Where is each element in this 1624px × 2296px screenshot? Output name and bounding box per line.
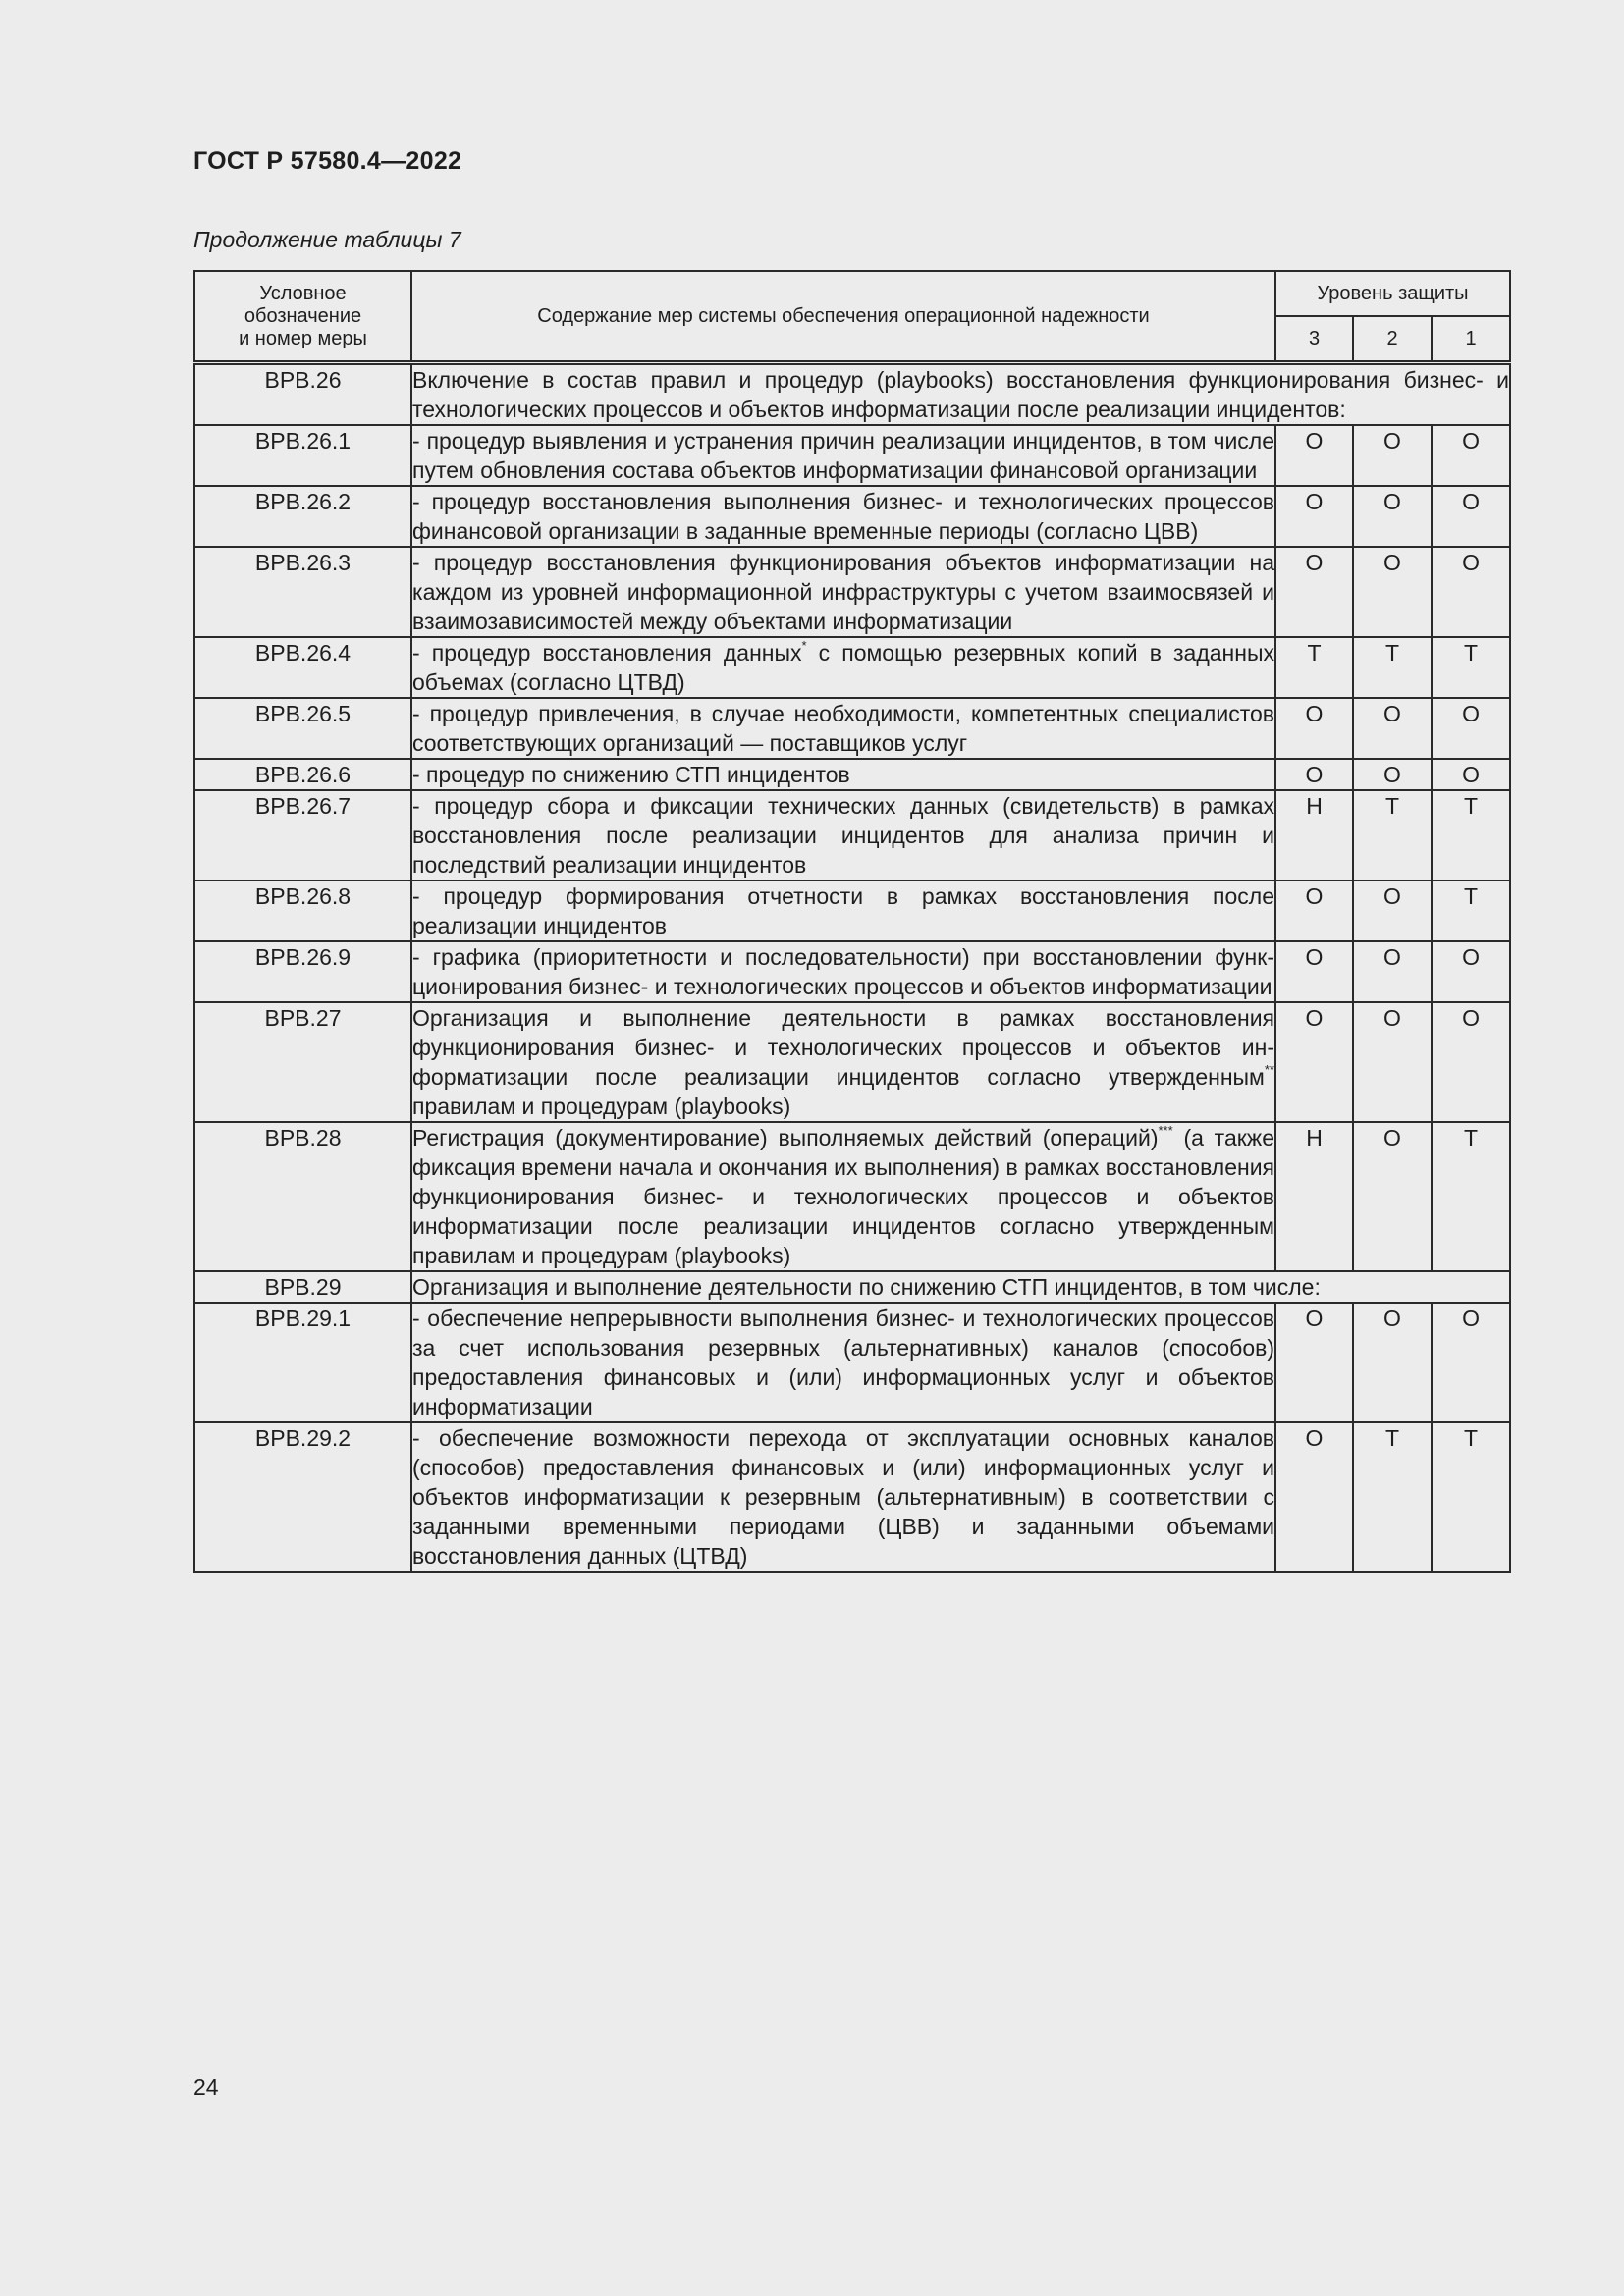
protection-level-1-value: О [1432,759,1510,790]
column-header-code [194,271,411,363]
measure-code: ВРВ.29 [194,1271,411,1303]
footnote-mark: *** [1158,1123,1173,1138]
measure-content: Включение в состав правил и процедур (playbooks) восстановления функционирования бизнес- и технологических процессов и объектов информатизации после реализации инцидентов: [411,363,1510,426]
protection-level-1-value: Т [1432,637,1510,698]
table-row [194,637,1510,698]
measure-content: - процедур выявления и устранения причин реализации инцидентов, в том числе путем обновления состава объектов информатизации финансовой организации [411,425,1275,486]
protection-level-2-value: О [1353,1122,1432,1271]
table-body [194,363,1510,1573]
measure-content: - обеспечение непрерывности выполнения бизнес- и технологических процессов за счет использования резервных (альтернативных) каналов (способов) предоставления финансовых и (или) информационных услуг и объектов информатизации [411,1303,1275,1422]
measure-content: - процедур привлечения, в случае необходимости, компетентных специалистов соответствующих организаций — поставщиков услуг [411,698,1275,759]
protection-level-2-value: О [1353,547,1432,637]
protection-level-2-value: Т [1353,1422,1432,1572]
measure-code: ВРВ.27 [194,1002,411,1122]
protection-level-3-value: Н [1275,1122,1353,1271]
measure-code: ВРВ.29.1 [194,1303,411,1422]
protection-level-3-value: О [1275,425,1353,486]
measure-code: ВРВ.26.6 [194,759,411,790]
measure-content: - обеспечение возможности перехода от эксплуатации основных каналов (способов) предоставления финансовых и (или) информационных услуг и объектов информатизации к резервным (альтернативным) в соответствии с заданными временными периодами (ЦВВ) и заданными объемами восстановления данных (ЦТВД) [411,1422,1275,1572]
protection-level-3-value: О [1275,486,1353,547]
protection-level-2-value: О [1353,759,1432,790]
protection-level-3-value: Н [1275,790,1353,881]
measure-text: Регистрация (документирование) выполняемых действий (операций) [412,1125,1159,1150]
measure-content [411,1002,1275,1122]
measure-code: ВРВ.26.3 [194,547,411,637]
protection-level-3-value: О [1275,1422,1353,1572]
protection-level-1-value: Т [1432,1122,1510,1271]
measure-content: - процедур по снижению СТП инцидентов [411,759,1275,790]
measure-code: ВРВ.26 [194,363,411,426]
protection-level-1-value: О [1432,1002,1510,1122]
table-row [194,759,1510,790]
footnote-mark: * [801,638,807,653]
table-row [194,1002,1510,1122]
measure-content [411,1122,1275,1271]
measure-text: (а также фиксация времени начала и окончания их выполнения) в рамках восстановления функционирования бизнес- и технологических процессов и объектов информатизации после реализации инцидентов согласно утвержденным правилам и процедурам (playbooks) [412,1125,1274,1268]
protection-level-1-value: О [1432,1303,1510,1422]
table-row [194,486,1510,547]
table-caption: Продолжение таблицы 7 [193,227,461,252]
protection-level-3-value: О [1275,881,1353,941]
measures-table [193,270,1511,1573]
protection-level-3-value: О [1275,1303,1353,1422]
column-header-level-3: 3 [1275,316,1353,363]
table-row [194,1271,1510,1303]
measure-code: ВРВ.29.2 [194,1422,411,1572]
protection-level-3-value: О [1275,1002,1353,1122]
measure-code: ВРВ.26.5 [194,698,411,759]
protection-level-3-value: Т [1275,637,1353,698]
measure-content: - процедур восстановления функционирования объектов информатизации на каждом из уровней информационной инфраструктуры с учетом взаимосвязей и взаимозависимостей между объектами информатизации [411,547,1275,637]
table-row [194,425,1510,486]
measure-text: правилам и процедурам (playbooks) [412,1094,791,1119]
page-number: 24 [193,2074,219,2100]
measure-text: Организация и выполнение деятельности в рамках восстановления функционирования бизнес- и технологических процессов и объектов информатизации после реализации инцидентов согласно утвержденным [412,1005,1274,1090]
protection-level-2-value: О [1353,486,1432,547]
protection-level-2-value: О [1353,941,1432,1002]
column-header-protection-level: Уровень защиты [1275,271,1510,316]
protection-level-1-value: О [1432,941,1510,1002]
measure-code: ВРВ.26.8 [194,881,411,941]
column-header-level-2: 2 [1353,316,1432,363]
column-header-level-1: 1 [1432,316,1510,363]
column-header-content: Содержание мер системы обеспечения операционной надежности [411,271,1275,363]
measure-content [411,637,1275,698]
measure-content: - процедур сбора и фиксации технических данных (свидетельств) в рамках восстановления после реализации инцидентов для анализа причин и последствий реализации инцидентов [411,790,1275,881]
protection-level-2-value: О [1353,698,1432,759]
column-header-code-line: и номер меры [239,327,367,349]
protection-level-2-value: О [1353,425,1432,486]
column-header-code-line: Условное [259,282,347,304]
document-code-header: ГОСТ Р 57580.4—2022 [193,147,462,175]
table-row [194,1122,1510,1271]
measure-content: - процедур восстановления выполнения бизнес- и технологических процессов финансовой организации в заданные временные периоды (согласно ЦВВ) [411,486,1275,547]
measure-code: ВРВ.26.2 [194,486,411,547]
table-row [194,547,1510,637]
column-header-code-line: обозначение [244,304,362,327]
footnote-mark: ** [1264,1062,1274,1077]
protection-level-2-value: О [1353,1002,1432,1122]
table-row [194,363,1510,426]
measure-content: - графика (приоритетности и последовательности) при восстановлении функционирования бизнес- и технологических процессов и объектов информатизации [411,941,1275,1002]
measure-content: - процедур формирования отчетности в рамках восстановления после реализации инцидентов [411,881,1275,941]
measure-code: ВРВ.28 [194,1122,411,1271]
measure-content: Организация и выполнение деятельности по снижению СТП инцидентов, в том числе: [411,1271,1510,1303]
table-row [194,698,1510,759]
measure-code: ВРВ.26.9 [194,941,411,1002]
protection-level-1-value: О [1432,698,1510,759]
table-row [194,1303,1510,1422]
protection-level-1-value: О [1432,547,1510,637]
measure-code: ВРВ.26.1 [194,425,411,486]
table-row [194,1422,1510,1572]
protection-level-1-value: Т [1432,881,1510,941]
protection-level-3-value: О [1275,698,1353,759]
measure-text: - процедур восстановления данных [412,640,802,666]
protection-level-1-value: Т [1432,790,1510,881]
protection-level-1-value: О [1432,486,1510,547]
table-row [194,941,1510,1002]
protection-level-3-value: О [1275,547,1353,637]
protection-level-1-value: О [1432,425,1510,486]
measure-code: ВРВ.26.4 [194,637,411,698]
protection-level-1-value: Т [1432,1422,1510,1572]
protection-level-2-value: Т [1353,790,1432,881]
protection-level-3-value: О [1275,941,1353,1002]
table-row [194,881,1510,941]
protection-level-3-value: О [1275,759,1353,790]
protection-level-2-value: О [1353,881,1432,941]
measure-text: с помощью резервных копий в заданных объемах (согласно ЦТВД) [412,640,1274,695]
table-row [194,790,1510,881]
protection-level-2-value: О [1353,1303,1432,1422]
measure-code: ВРВ.26.7 [194,790,411,881]
protection-level-2-value: Т [1353,637,1432,698]
